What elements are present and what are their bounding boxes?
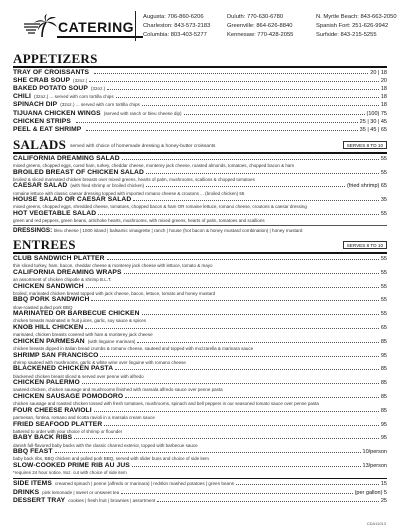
item-subtext: cookies | fresh fruit | brownies | assortment [68, 497, 156, 503]
menu-item [13, 324, 387, 332]
item-name: BLACKENED CHICKEN PASTA [13, 365, 114, 373]
dot-leader [86, 287, 379, 288]
section-note: served with choice of homemade dressing & honey-butter croissants [70, 144, 216, 150]
section-rule [13, 478, 387, 480]
dot-leader [133, 200, 379, 201]
dot-leader [157, 501, 379, 502]
menu-item [13, 126, 387, 134]
item-subtext: (with fried shrimp or broiled chicken) [70, 183, 145, 189]
location-line: Spanish Fort: 251-626-9942 [316, 23, 389, 29]
dot-leader [146, 186, 345, 187]
item-price: 95 [380, 435, 387, 442]
dot-leader [121, 493, 352, 494]
item-price: 85 [380, 380, 387, 387]
item-price: 15 [380, 481, 387, 488]
location-line: Kennesaw: 770-428-2055 [227, 32, 294, 38]
dot-leader [116, 97, 379, 98]
item-description: chicken sausage and roasted chicken tossed with fresh tomatoes, mushrooms, spinach and bell peppers in our seasoned tomato sauce over penne pasta [13, 401, 319, 407]
item-description: danish full-flavored baby backs with the classic charred exterior, topped with barbecue sauce [13, 442, 198, 448]
item-name: CHILI [13, 93, 31, 101]
item-description: baby back ribs, BBQ chicken and pulled pork BBQ, served with slider buns and choice of side item [13, 456, 209, 462]
dot-leader [122, 159, 379, 160]
appetizers-section [13, 52, 387, 134]
location-line: N. Myrtle Beach: 843-663-2050 [316, 14, 397, 20]
item-description: mixed greens, chopped eggs, shredded cheese, tomatoes, chopped bacon & ham OR romaine lettuce, romano cheese, croutons & caesar dressing [13, 204, 307, 210]
item-description: battered to order with your choice of shrimp or flounder [13, 428, 123, 434]
item-description: shrimp sauteed with mushrooms, garlic & white wine over linguine with romano cheese [13, 359, 186, 365]
item-price: (fried shrimp) 65 [346, 183, 387, 190]
item-name: SHRIMP SAN FRANCISCO [13, 351, 99, 359]
item-price: 18 [380, 94, 387, 101]
brand-name: CATERING [58, 19, 135, 35]
item-price: 65 [380, 324, 387, 331]
locations-column-2 [227, 13, 293, 40]
dot-leader [91, 300, 378, 301]
item-name: CHICKEN PALERMO [13, 379, 80, 387]
item-subtext: creamed spinach | penne (alfredo or marinara) | redskin mashed potatoes | green beans [54, 481, 234, 487]
dot-leader [98, 214, 379, 215]
item-description: romaine lettuce with classic caesar dressing topped with imported romano cheese & croutons ... (broiled chicken) 55 [13, 190, 245, 196]
section-rule [13, 152, 387, 154]
dot-leader [125, 397, 379, 398]
item-price: 10/person [362, 449, 387, 456]
menu-item [13, 118, 387, 126]
location-line: Surfside: 843-215-5255 [316, 32, 377, 38]
item-name: BABY BACK RIBS [13, 434, 73, 442]
footer-code: CDA11013 [366, 521, 386, 526]
dressings-label: DRESSINGS: [13, 227, 53, 235]
item-price: 55 [380, 297, 387, 304]
dot-leader [146, 173, 379, 174]
dot-leader [142, 314, 379, 315]
locations-column-3 [316, 13, 397, 40]
entrees-section [13, 238, 387, 475]
item-name: CHICKEN PARMESAN [13, 337, 85, 345]
item-name: FRIED SEAFOOD PLATTER [13, 420, 103, 428]
divider [13, 225, 387, 226]
serves-badge: SERVES 8 TO 10 [343, 141, 387, 149]
dot-leader [184, 114, 365, 115]
item-price: 18 [380, 86, 387, 92]
locations-column-1 [143, 13, 210, 40]
menu-item [13, 421, 387, 429]
item-description: thin sliced turkey, ham, bacon, cheddar cheese & monterey jack cheese with lettuce, tomato & mayo [13, 263, 213, 269]
item-price: 55 [380, 155, 387, 162]
palm-tree-icon [24, 14, 58, 38]
item-price: 95 [380, 352, 387, 359]
dressings-list: bleu cheese | 1000 island | balsamic vinaigrette | ranch | house (hot bacon & honey mustard combination) | honey mustard [53, 228, 303, 234]
dot-leader [104, 425, 379, 426]
dot-leader [55, 452, 361, 453]
dressings-line [13, 227, 387, 234]
item-name: PEEL & EAT SHRIMP [13, 126, 82, 134]
entree-list [13, 255, 387, 476]
catering-logo [24, 14, 139, 38]
item-name: SHE CRAB SOUP [13, 76, 71, 84]
menu-item [13, 77, 387, 85]
location-line: Duluth: 770-630-6780 [227, 14, 284, 20]
dot-leader [137, 342, 378, 343]
dot-leader [82, 383, 379, 384]
dot-leader [76, 122, 358, 123]
dot-leader [236, 484, 379, 485]
item-subtext: pink lemonade | sweet or unsweet tea [42, 489, 120, 495]
item-price: 18 [380, 102, 387, 109]
menu-item [13, 462, 387, 470]
item-price: 55 [380, 269, 387, 276]
item-name: BBQ PORK SANDWICH [13, 296, 90, 304]
menu-item [13, 489, 387, 497]
menu-item [13, 93, 387, 101]
menu-item [13, 480, 387, 488]
menu-item [13, 497, 387, 505]
item-price: 85 [380, 393, 387, 400]
item-name: MARINATED OR BARBECUE CHICKEN [13, 310, 140, 318]
menu-item [13, 365, 387, 373]
dot-leader [86, 130, 357, 131]
item-price: 55 [380, 255, 387, 262]
menu-item [13, 269, 387, 277]
item-name: TIJUANA CHICKEN WINGS [13, 109, 101, 117]
location-line: Augusta: 706-860-6206 [143, 14, 204, 20]
item-name: SLOW-COOKED PRIME RIB AU JUS [13, 461, 130, 469]
item-name: CLUB SANDWICH PLATTER [13, 254, 105, 262]
menu-item [13, 255, 387, 263]
section-rule [13, 66, 387, 68]
item-price: 25 [380, 497, 387, 504]
dot-leader [85, 328, 379, 329]
dot-leader [132, 466, 361, 467]
item-description: chicken breasts marinated in fruit juices, garlic, soy sauce & spices [13, 318, 147, 324]
item-subtext: (served with ranch or bleu cheese dip) [103, 110, 182, 116]
serves-badge: SERVES 8 TO 10 [343, 241, 387, 249]
item-name: TRAY OF CROISSANTS [13, 68, 90, 76]
menu-item [13, 310, 387, 318]
item-price: 55 [380, 311, 387, 318]
item-price: 55 [380, 169, 387, 176]
item-price: 20 | 18 [370, 69, 387, 76]
brand-underline [57, 36, 143, 38]
item-description: slow-roasted pulled pork BBQ [13, 304, 73, 310]
menu-item [13, 296, 387, 304]
item-name: SIDE ITEMS [13, 480, 52, 488]
item-description: blackened chicken breast sliced & served over penne with alfredo [13, 373, 144, 379]
section-title: APPETIZERS [13, 51, 98, 66]
menu-item [13, 434, 387, 442]
dot-leader [74, 438, 379, 439]
item-price: 20 [380, 77, 387, 84]
item-description: an assortment of chicken chipotle & shrimp B.L.T. [13, 276, 112, 282]
menu-item [13, 338, 387, 346]
item-price: 85 [380, 407, 387, 414]
item-description: green and red peppers, green beans, artichoke hearts, mushrooms, with mixed greens, hearts of palm, tomatoes and scallions [13, 218, 265, 224]
location-line: Greenville: 864-626-8840 [227, 23, 293, 29]
extras-section [13, 478, 387, 505]
item-name: KNOB HILL CHICKEN [13, 323, 84, 331]
item-description: sauteed chicken, chicken sausage and mushrooms finished with marsala alfredo sauce over penne pasta [13, 387, 223, 393]
item-name: HOT VEGETABLE SALAD [13, 210, 97, 217]
menu-item [13, 85, 387, 93]
menu-item [13, 379, 387, 387]
item-name: CHICKEN STRIPS [13, 117, 71, 125]
item-name: CALIFORNIA DREAMING WRAPS [13, 268, 122, 276]
item-name: CHICKEN SAUSAGE POMODORO [13, 392, 124, 400]
item-name: CAESAR SALAD [13, 182, 68, 190]
section-rule [13, 252, 387, 254]
item-name: BAKED POTATO SOUP [13, 85, 88, 92]
dot-leader [124, 273, 379, 274]
item-price: 35 | 45 | 65 [359, 127, 387, 134]
dot-leader [107, 89, 379, 90]
menu-item [13, 110, 387, 118]
item-name: DRINKS [13, 488, 40, 496]
item-price: (100) 75 [366, 110, 387, 117]
item-price: 85 [380, 338, 387, 345]
item-description: chicken breasts dipped in italian bread crumbs & romano cheese, sauteed and topped with mozzarella & marinara sauce [13, 345, 254, 351]
menu-item [13, 69, 387, 77]
menu-item [13, 352, 387, 360]
item-subtext: (32oz.) [73, 77, 88, 83]
item-subtext: (32oz.) [90, 86, 106, 91]
item-description: broiled, marinated chicken breast topped with jack cheese, bacon, lettuce, tomato and honey mustard [13, 290, 216, 296]
item-name: FOUR CHEESE RAVIOLI [13, 406, 92, 414]
item-name: CALIFORNIA DREAMING SALAD [13, 154, 120, 162]
header-divider [135, 11, 136, 41]
menu-item [13, 101, 387, 109]
dot-leader [107, 259, 379, 260]
item-name: HOUSE SALAD OR CAESAR SALAD [13, 196, 132, 204]
item-name: BROILED BREAST OF CHICKEN SALAD [13, 168, 144, 176]
section-title: ENTREES [13, 237, 76, 253]
menu-item [13, 196, 387, 204]
item-price: (per gallon) 5 [354, 489, 387, 496]
item-price: 95 [380, 421, 387, 428]
menu-item [13, 210, 387, 218]
dot-leader [89, 81, 379, 82]
item-name: SPINACH DIP [13, 101, 58, 109]
menu-header [13, 0, 397, 46]
dot-leader [142, 105, 379, 106]
item-name: CHICKEN SANDWICH [13, 282, 84, 290]
item-price: 55 [380, 211, 387, 217]
dot-leader [115, 369, 379, 370]
item-price: 25 | 30 | 45 [359, 118, 387, 125]
item-description: marinated, chicken breasts covered with ham & monterey jack cheese [13, 332, 153, 338]
item-subtext: (32oz.) ... served with corn tortilla chips [33, 94, 114, 100]
item-name: DESSERT TRAY [13, 496, 66, 504]
menu-item [13, 182, 387, 190]
item-price: 35 [380, 197, 387, 204]
menu-item [13, 407, 387, 415]
item-description: *requires 24 hour notice. 8oz. cut with choice of side item [13, 470, 127, 476]
menu-item [13, 283, 387, 291]
dot-leader [100, 356, 378, 357]
menu-item [13, 393, 387, 401]
item-description: mixed greens, chopped eggs, cured ham, turkey, cheddar cheese, monterey jack cheese, roasted almonds, tomatoes, chopped bacon & ham [13, 163, 295, 169]
location-line: Columbia: 803-403-5277 [143, 32, 207, 38]
item-subtext: (with linguine marinara) [87, 338, 136, 344]
section-title: SALADS [13, 137, 67, 153]
item-price: 13/person [362, 462, 387, 469]
item-subtext: (32oz.) ... served with corn tortilla chips [60, 102, 140, 108]
item-description: broiled & sliced marinated chicken breasts over mixed greens, hearts of palm, mushrooms, scallions & chopped tomatoes [13, 176, 255, 182]
salads-section [13, 138, 387, 234]
menu-item [13, 169, 387, 177]
item-price: 85 [380, 366, 387, 373]
item-description: parmesan, fontina, romano and ricotta ravioli in a marsala cream sauce [13, 414, 155, 420]
location-line: Charleston: 843-573-2183 [143, 23, 211, 29]
dot-leader [94, 73, 368, 74]
item-price: 55 [380, 283, 387, 290]
item-name: BBQ FEAST [13, 448, 53, 456]
menu-item [13, 448, 387, 456]
dot-leader [94, 411, 379, 412]
menu-item [13, 155, 387, 163]
